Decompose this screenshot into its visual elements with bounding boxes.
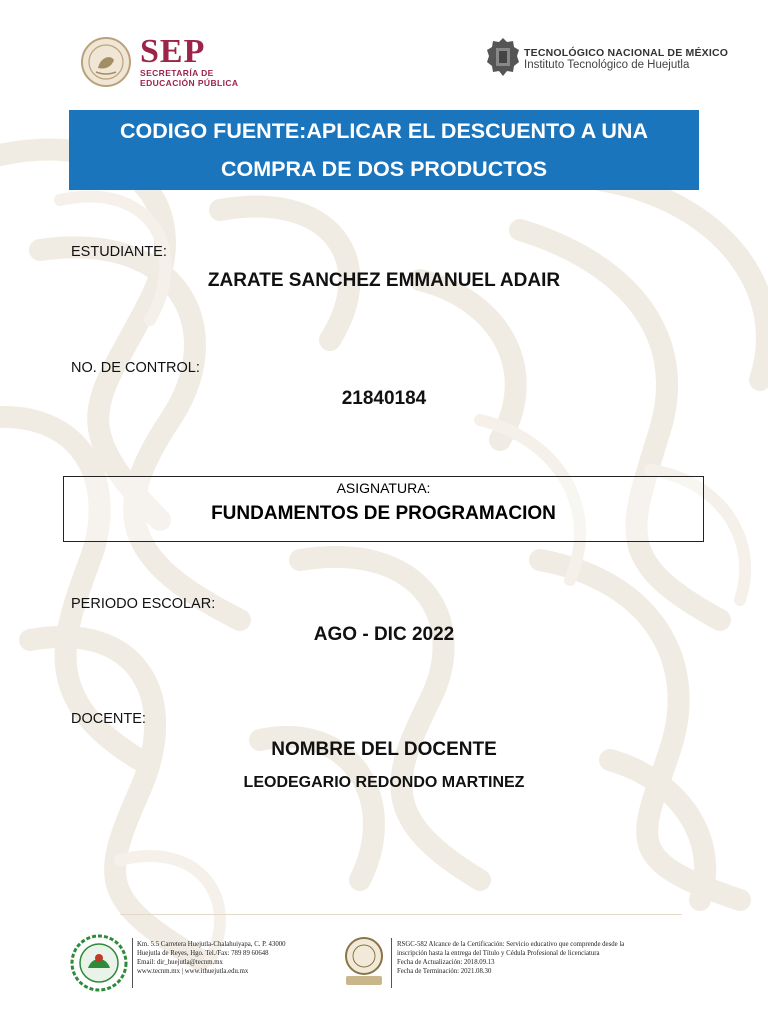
- tecnm-gear-icon: [486, 36, 520, 82]
- footer-separator-right: [391, 938, 392, 988]
- period-value: AGO - DIC 2022: [313, 624, 455, 645]
- title-banner: [69, 110, 699, 190]
- footer-certification: [397, 940, 697, 976]
- certification-line: Fecha de Terminación: 2021.08.30: [397, 968, 492, 975]
- address-line: Email: dir_huejutla@tecnm.mx: [137, 959, 223, 966]
- ith-seal-icon: [70, 934, 128, 992]
- footer-divider: [120, 914, 682, 915]
- teacher-name: LEODEGARIO REDONDO MARTINEZ: [243, 774, 525, 791]
- period-label: PERIODO ESCOLAR:: [71, 596, 216, 612]
- title-line-1: CODIGO FUENTE:APLICAR EL DESCUENTO A UNA: [120, 119, 648, 143]
- address-line: www.tecnm.mx | www.ithuejutla.edu.mx: [137, 968, 249, 975]
- control-number: 21840184: [341, 388, 427, 409]
- tecnm-logo: [486, 36, 728, 82]
- tecnm-name: TECNOLÓGICO NACIONAL DE MÉXICO: [524, 47, 729, 59]
- address-line: Huejutla de Reyes, Hgo. Tel./Fax: 789 89 60648: [137, 950, 269, 957]
- footer-address: [137, 940, 337, 976]
- certification-line: inscripción hasta la entrega del Título y Cédula Profesional de licenciatura: [397, 950, 600, 957]
- subject-name: FUNDAMENTOS DE PROGRAMACION: [211, 503, 556, 524]
- subject-box: [63, 476, 704, 542]
- tecnm-campus: Instituto Tecnológico de Huejutla: [524, 59, 690, 71]
- title-line-2: COMPRA DE DOS PRODUCTOS: [220, 157, 548, 181]
- subject-label: ASIGNATURA:: [336, 480, 431, 496]
- certification-seal-icon: [342, 936, 386, 988]
- sep-acronym: SEP: [140, 33, 206, 70]
- address-line: Km. 5.5 Carretera Huejutla-Chalahuiyapa, C. P. 43000: [137, 941, 286, 948]
- national-seal-icon: [80, 36, 132, 88]
- footer-separator-left: [132, 938, 133, 988]
- certification-line: RSGC-582 Alcance de la Certificación: Servicio educativo que comprende desde la: [397, 941, 625, 948]
- sep-line-1: SECRETARÍA DE: [140, 68, 214, 78]
- teacher-label: DOCENTE:: [71, 711, 146, 727]
- student-label: ESTUDIANTE:: [71, 244, 167, 260]
- teacher-heading: NOMBRE DEL DOCENTE: [271, 739, 497, 760]
- sep-line-2: EDUCACIÓN PÚBLICA: [140, 78, 239, 88]
- control-label: NO. DE CONTROL:: [71, 360, 200, 376]
- student-name: ZARATE SANCHEZ EMMANUEL ADAIR: [207, 270, 561, 291]
- certification-line: Fecha de Actualización: 2018.09.13: [397, 959, 495, 966]
- sep-logo: [80, 33, 239, 88]
